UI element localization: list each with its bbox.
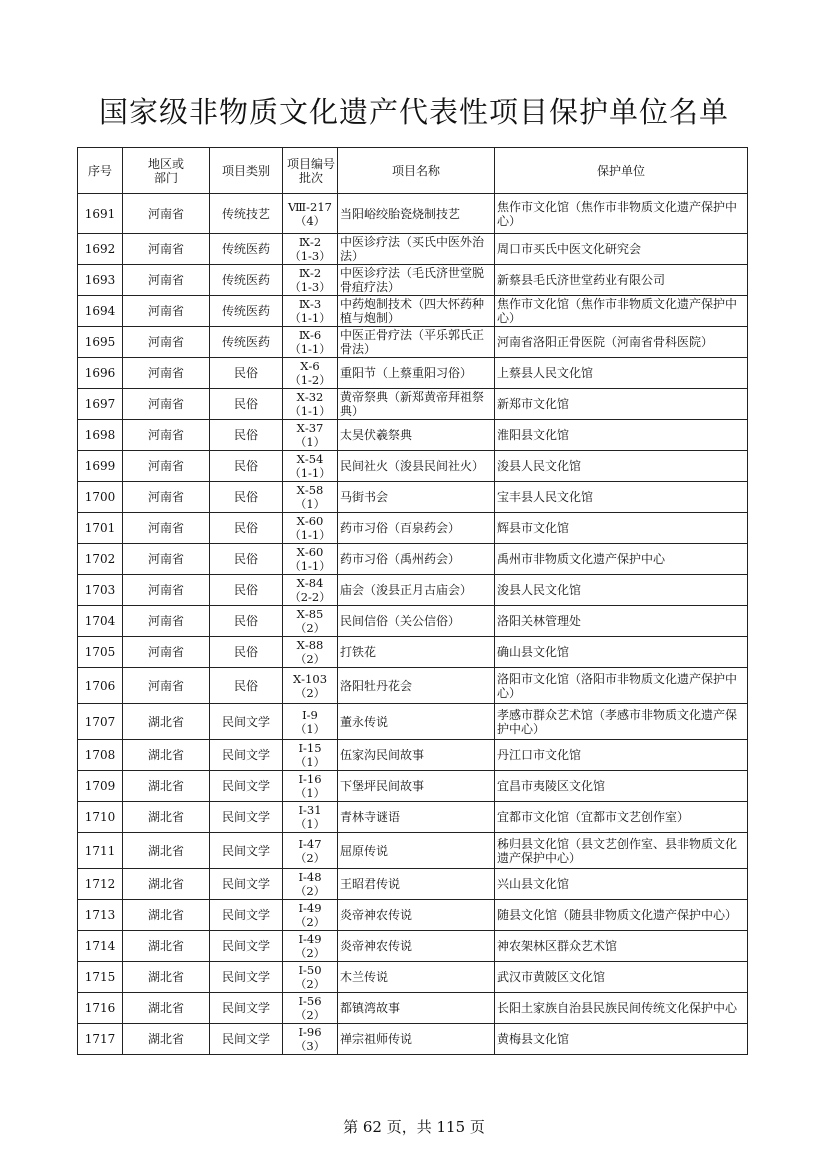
cell-name: 下堡坪民间故事: [338, 771, 495, 802]
cell-code: [283, 1024, 338, 1055]
table-row: [78, 513, 748, 544]
code-number: Ⅰ-96: [298, 1025, 322, 1039]
cell-category: 民间文学: [210, 740, 283, 771]
table-row: [78, 575, 748, 606]
cell-name: 禅宗祖师传说: [338, 1024, 495, 1055]
code-number: Ⅹ-85: [296, 607, 324, 621]
code-batch: （4）: [294, 213, 326, 228]
code-number: Ⅹ-54: [296, 452, 324, 466]
table-row: [78, 931, 748, 962]
cell-code: [283, 869, 338, 900]
header-category: 项目类别: [210, 148, 283, 194]
cell-region: 河南省: [123, 544, 210, 575]
code-number: Ⅰ-31: [298, 803, 322, 817]
cell-code: [283, 544, 338, 575]
code-batch: （1）: [294, 755, 326, 769]
table-row: [78, 420, 748, 451]
code-number: Ⅹ-6: [300, 359, 320, 373]
cell-name: 打铁花: [338, 637, 495, 668]
table-row: [78, 1024, 748, 1055]
cell-unit: 孝感市群众艺术馆（孝感市非物质文化遗产保护中心）: [495, 704, 748, 740]
code-number: Ⅹ-103: [292, 671, 328, 686]
code-batch: （1）: [294, 497, 326, 511]
cell-category: 民俗: [210, 389, 283, 420]
table-row: [78, 234, 748, 265]
code-batch: （1）: [294, 721, 326, 736]
cell-seq: 1708: [78, 740, 123, 771]
code-batch: （2）: [294, 946, 326, 960]
code-number: Ⅹ-84: [296, 576, 324, 590]
cell-category: 民俗: [210, 513, 283, 544]
cell-code: [283, 606, 338, 637]
cell-seq: 1692: [78, 234, 123, 265]
table-row: [78, 993, 748, 1024]
cell-seq: 1716: [78, 993, 123, 1024]
cell-region: 湖北省: [123, 802, 210, 833]
code-number: Ⅹ-88: [296, 638, 324, 652]
cell-code: [283, 931, 338, 962]
cell-region: 河南省: [123, 513, 210, 544]
cell-name: 都镇湾故事: [338, 993, 495, 1024]
cell-code: [283, 740, 338, 771]
cell-code: [283, 900, 338, 931]
cell-unit: 随县文化馆（随县非物质文化遗产保护中心）: [495, 900, 748, 931]
code-number: Ⅰ-15: [298, 741, 322, 755]
cell-category: 民俗: [210, 606, 283, 637]
cell-seq: 1709: [78, 771, 123, 802]
cell-unit: 秭归县文化馆（县文艺创作室、县非物质文化遗产保护中心）: [495, 833, 748, 869]
code-batch: （2）: [294, 977, 326, 991]
cell-name: 洛阳牡丹花会: [338, 668, 495, 704]
cell-name: 中医诊疗法（买氏中医外治法）: [338, 234, 495, 265]
cell-name: 民间信俗（关公信俗）: [338, 606, 495, 637]
cell-category: 民间文学: [210, 704, 283, 740]
cell-unit: 河南省洛阳正骨医院（河南省骨科医院）: [495, 327, 748, 358]
table-row: [78, 451, 748, 482]
cell-seq: 1695: [78, 327, 123, 358]
code-batch: （3）: [294, 1039, 326, 1053]
cell-name: 当阳峪绞胎瓷烧制技艺: [338, 194, 495, 234]
cell-unit: 神农架林区群众艺术馆: [495, 931, 748, 962]
cell-region: 湖北省: [123, 869, 210, 900]
cell-name: 药市习俗（百泉药会）: [338, 513, 495, 544]
code-batch: （1）: [294, 786, 326, 800]
cell-category: 传统医药: [210, 234, 283, 265]
cell-seq: 1696: [78, 358, 123, 389]
cell-category: 民俗: [210, 575, 283, 606]
code-number: Ⅸ-2: [298, 235, 322, 249]
code-number: Ⅷ-217: [288, 199, 332, 214]
cell-seq: 1700: [78, 482, 123, 513]
cell-category: 民间文学: [210, 869, 283, 900]
code-batch: （1-1）: [289, 404, 331, 418]
code-number: Ⅰ-48: [298, 870, 322, 884]
table-row: [78, 668, 748, 704]
code-number: Ⅸ-3: [298, 297, 322, 311]
cell-region: 河南省: [123, 482, 210, 513]
code-batch: （1-1）: [289, 528, 331, 542]
code-number: Ⅹ-60: [296, 545, 324, 559]
cell-unit: 丹江口市文化馆: [495, 740, 748, 771]
cell-seq: 1707: [78, 704, 123, 740]
cell-category: 传统技艺: [210, 194, 283, 234]
cell-unit: 兴山县文化馆: [495, 869, 748, 900]
cell-name: 黄帝祭典（新郑黄帝拜祖祭典）: [338, 389, 495, 420]
cell-name: 青林寺谜语: [338, 802, 495, 833]
cell-unit: 确山县文化馆: [495, 637, 748, 668]
cell-code: [283, 420, 338, 451]
cell-category: 民间文学: [210, 833, 283, 869]
cell-code: [283, 234, 338, 265]
code-batch: （2）: [294, 621, 326, 635]
table-row: [78, 194, 748, 234]
code-batch: （1-1）: [289, 466, 331, 480]
code-batch: （1-1）: [289, 311, 331, 325]
cell-code: [283, 389, 338, 420]
cell-region: 河南省: [123, 234, 210, 265]
code-number: Ⅹ-60: [296, 514, 324, 528]
cell-unit: 周口市买氏中医文化研究会: [495, 234, 748, 265]
cell-seq: 1699: [78, 451, 123, 482]
cell-category: 民俗: [210, 637, 283, 668]
cell-code: [283, 296, 338, 327]
cell-region: 湖北省: [123, 962, 210, 993]
cell-seq: 1701: [78, 513, 123, 544]
code-batch: （1）: [294, 435, 326, 449]
code-batch: （1-3）: [289, 249, 331, 263]
cell-unit: 长阳土家族自治县民族民间传统文化保护中心: [495, 993, 748, 1024]
table-row: [78, 704, 748, 740]
cell-seq: 1703: [78, 575, 123, 606]
cell-name: 马街书会: [338, 482, 495, 513]
cell-name: 中药炮制技术（四大怀药种植与炮制）: [338, 296, 495, 327]
cell-name: 董永传说: [338, 704, 495, 740]
cell-region: 河南省: [123, 296, 210, 327]
page-title: 国家级非物质文化遗产代表性项目保护单位名单: [98, 95, 729, 129]
code-batch: （2）: [294, 1008, 326, 1022]
cell-region: 湖北省: [123, 1024, 210, 1055]
cell-unit: 焦作市文化馆（焦作市非物质文化遗产保护中心）: [495, 194, 748, 234]
cell-seq: 1705: [78, 637, 123, 668]
cell-region: 湖北省: [123, 704, 210, 740]
cell-name: 中医正骨疗法（平乐郭氏正骨法）: [338, 327, 495, 358]
cell-name: 伍家沟民间故事: [338, 740, 495, 771]
cell-category: 传统医药: [210, 265, 283, 296]
cell-name: 屈原传说: [338, 833, 495, 869]
cell-category: 民俗: [210, 544, 283, 575]
heritage-units-table: [77, 147, 748, 1055]
table-row: [78, 637, 748, 668]
code-batch: （1-3）: [289, 280, 331, 294]
cell-code: [283, 358, 338, 389]
cell-name: 庙会（浚县正月古庙会）: [338, 575, 495, 606]
header-unit: 保护单位: [495, 148, 748, 194]
cell-unit: 浚县人民文化馆: [495, 575, 748, 606]
cell-category: 民间文学: [210, 802, 283, 833]
cell-region: 河南省: [123, 358, 210, 389]
cell-code: [283, 451, 338, 482]
code-batch: （2）: [294, 652, 326, 666]
cell-unit: 上蔡县人民文化馆: [495, 358, 748, 389]
cell-region: 河南省: [123, 194, 210, 234]
cell-code: [283, 833, 338, 869]
table-row: [78, 389, 748, 420]
code-batch: （1-1）: [289, 559, 331, 573]
cell-region: 河南省: [123, 606, 210, 637]
cell-seq: 1710: [78, 802, 123, 833]
header-region: 地区或部门: [123, 148, 210, 194]
cell-code: [283, 802, 338, 833]
cell-unit: 辉县市文化馆: [495, 513, 748, 544]
cell-region: 河南省: [123, 668, 210, 704]
cell-name: 木兰传说: [338, 962, 495, 993]
cell-seq: 1691: [78, 194, 123, 234]
cell-name: 炎帝神农传说: [338, 931, 495, 962]
cell-seq: 1693: [78, 265, 123, 296]
table-row: [78, 740, 748, 771]
cell-seq: 1704: [78, 606, 123, 637]
cell-category: 民间文学: [210, 771, 283, 802]
cell-unit: 淮阳县文化馆: [495, 420, 748, 451]
cell-seq: 1711: [78, 833, 123, 869]
cell-unit: 宜昌市夷陵区文化馆: [495, 771, 748, 802]
cell-name: 重阳节（上蔡重阳习俗）: [338, 358, 495, 389]
table-row: [78, 771, 748, 802]
code-batch: （1-1）: [289, 342, 331, 356]
table-row: [78, 833, 748, 869]
cell-category: 民俗: [210, 420, 283, 451]
cell-unit: 武汉市黄陂区文化馆: [495, 962, 748, 993]
cell-category: 民俗: [210, 668, 283, 704]
cell-code: [283, 962, 338, 993]
cell-seq: 1698: [78, 420, 123, 451]
cell-region: 河南省: [123, 389, 210, 420]
cell-seq: 1717: [78, 1024, 123, 1055]
code-number: Ⅸ-6: [298, 328, 322, 342]
cell-category: 民间文学: [210, 931, 283, 962]
cell-code: [283, 704, 338, 740]
cell-name: 药市习俗（禹州药会）: [338, 544, 495, 575]
cell-seq: 1712: [78, 869, 123, 900]
cell-seq: 1694: [78, 296, 123, 327]
code-number: Ⅸ-2: [298, 266, 322, 280]
table-row: [78, 544, 748, 575]
cell-category: 民间文学: [210, 962, 283, 993]
code-number: Ⅰ-49: [298, 932, 322, 946]
code-batch: （2）: [294, 850, 326, 865]
code-number: Ⅰ-16: [298, 772, 322, 786]
cell-region: 河南省: [123, 327, 210, 358]
cell-unit: 浚县人民文化馆: [495, 451, 748, 482]
cell-name: 太昊伏羲祭典: [338, 420, 495, 451]
cell-unit: 新郑市文化馆: [495, 389, 748, 420]
table-row: [78, 296, 748, 327]
cell-name: 中医诊疗法（毛氏济世堂脱骨疽疗法）: [338, 265, 495, 296]
cell-category: 民间文学: [210, 900, 283, 931]
cell-unit: 洛阳市文化馆（洛阳市非物质文化遗产保护中心）: [495, 668, 748, 704]
cell-region: 湖北省: [123, 993, 210, 1024]
header-name: 项目名称: [338, 148, 495, 194]
code-number: Ⅰ-56: [298, 994, 322, 1008]
cell-category: 民间文学: [210, 1024, 283, 1055]
table-row: [78, 358, 748, 389]
cell-region: 湖北省: [123, 771, 210, 802]
cell-seq: 1706: [78, 668, 123, 704]
cell-category: 民俗: [210, 482, 283, 513]
code-batch: （1-2）: [289, 373, 331, 387]
table-row: [78, 606, 748, 637]
code-batch: （2）: [294, 915, 326, 929]
cell-seq: 1713: [78, 900, 123, 931]
cell-unit: 宝丰县人民文化馆: [495, 482, 748, 513]
cell-region: 湖北省: [123, 931, 210, 962]
cell-region: 河南省: [123, 265, 210, 296]
cell-unit: 新蔡县毛氏济世堂药业有限公司: [495, 265, 748, 296]
cell-region: 湖北省: [123, 740, 210, 771]
code-number: Ⅰ-49: [298, 901, 322, 915]
code-batch: （2-2）: [289, 590, 331, 604]
table-row: [78, 482, 748, 513]
table-row: [78, 962, 748, 993]
cell-code: [283, 575, 338, 606]
cell-unit: 禹州市非物质文化遗产保护中心: [495, 544, 748, 575]
cell-code: [283, 482, 338, 513]
cell-category: 传统医药: [210, 327, 283, 358]
cell-code: [283, 327, 338, 358]
header-seq: 序号: [78, 148, 123, 194]
code-batch: （2）: [294, 685, 326, 700]
cell-unit: 焦作市文化馆（焦作市非物质文化遗产保护中心）: [495, 296, 748, 327]
code-number: Ⅹ-32: [296, 390, 324, 404]
cell-name: 王昭君传说: [338, 869, 495, 900]
cell-region: 河南省: [123, 575, 210, 606]
cell-seq: 1714: [78, 931, 123, 962]
cell-name: 民间社火（浚县民间社火）: [338, 451, 495, 482]
cell-category: 传统医药: [210, 296, 283, 327]
header-code: 项目编号批次: [283, 148, 338, 194]
cell-unit: 洛阳关林管理处: [495, 606, 748, 637]
cell-seq: 1697: [78, 389, 123, 420]
cell-category: 民间文学: [210, 993, 283, 1024]
cell-code: [283, 993, 338, 1024]
table-row: [78, 900, 748, 931]
cell-region: 河南省: [123, 637, 210, 668]
page-number: 第 62 页，共 115 页: [343, 1118, 485, 1136]
table-row: [78, 802, 748, 833]
cell-code: [283, 668, 338, 704]
cell-name: 炎帝神农传说: [338, 900, 495, 931]
table-header-row: [78, 148, 748, 194]
cell-code: [283, 194, 338, 234]
cell-code: [283, 637, 338, 668]
code-number: Ⅹ-37: [296, 421, 324, 435]
cell-region: 湖北省: [123, 833, 210, 869]
cell-code: [283, 771, 338, 802]
code-number: Ⅰ-47: [298, 836, 322, 851]
table-row: [78, 265, 748, 296]
cell-seq: 1715: [78, 962, 123, 993]
cell-region: 河南省: [123, 420, 210, 451]
cell-seq: 1702: [78, 544, 123, 575]
code-number: Ⅹ-58: [296, 483, 324, 497]
code-batch: （1）: [294, 817, 326, 831]
cell-region: 河南省: [123, 451, 210, 482]
cell-category: 民俗: [210, 451, 283, 482]
cell-unit: 黄梅县文化馆: [495, 1024, 748, 1055]
cell-category: 民俗: [210, 358, 283, 389]
cell-code: [283, 265, 338, 296]
cell-unit: 宜都市文化馆（宜都市文艺创作室）: [495, 802, 748, 833]
code-number: Ⅰ-50: [298, 963, 322, 977]
code-number: Ⅰ-9: [302, 707, 318, 722]
cell-code: [283, 513, 338, 544]
table-row: [78, 869, 748, 900]
table-row: [78, 327, 748, 358]
cell-region: 湖北省: [123, 900, 210, 931]
code-batch: （2）: [294, 884, 326, 898]
